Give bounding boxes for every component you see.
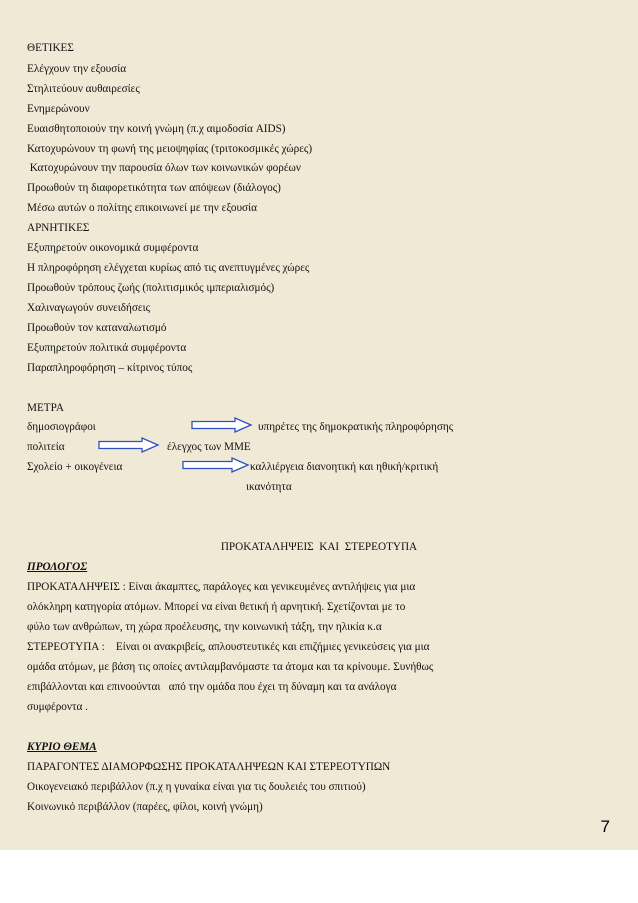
negative-item: Προωθούν τον καταναλωτισμό: [27, 322, 167, 334]
measure-right: καλλιέργεια διανοητική και ηθική/κριτική: [250, 461, 439, 473]
arrow-right-icon: [191, 417, 253, 433]
prologue-line: ΣΤΕΡΕΟΤΥΠΑ : Είναι οι ανακριβείς, απλουστευτικές και επιζήμιες γενικεύσεις για μια: [27, 641, 430, 653]
positive-item: Προωθούν τη διαφορετικότητα των απόψεων (διάλογος): [27, 182, 281, 194]
measure-left: δημοσιογράφοι: [27, 421, 96, 433]
positive-item: Ευαισθητοποιούν την κοινή γνώμη (π.χ αιμοδοσία AIDS): [27, 123, 286, 135]
prologue-line: ομάδα ατόμων, με βάση τις οποίες αντιλαμβανόμαστε τα άτομα και τα κρίνουμε. Συνήθως: [27, 661, 434, 673]
prologue-line: ολόκληρη κατηγορία ατόμων. Μπορεί να είναι θετική ή αρνητική. Σχετίζονται με το: [27, 601, 406, 613]
main-topic-line: Οικογενειακό περιβάλλον (π.χ η γυναίκα είναι για τις δουλειές του σπιτιού): [27, 781, 366, 793]
negative-item: Εξυπηρετούν πολιτικά συμφέροντα: [27, 342, 187, 354]
negative-item: Η πληροφόρηση ελέγχεται κυρίως από τις ανεπτυγμένες χώρες: [27, 262, 310, 274]
measure-right: έλεγχος των ΜΜΕ: [167, 441, 251, 453]
negative-item: Προωθούν τρόπους ζωής (πολιτισμικός ιμπεριαλισμός): [27, 282, 275, 294]
arrow-right-icon: [98, 437, 160, 453]
positive-item: Κατοχυρώνουν τη φωνή της μειοψηφίας (τριτοκοσμικές χώρες): [27, 143, 313, 155]
positive-item: Στηλιτεύουν αυθαιρεσίες: [27, 83, 140, 95]
measure-left: πολιτεία: [27, 441, 65, 453]
positive-item: Ενημερώνουν: [27, 103, 90, 115]
positives-title: ΘΕΤΙΚΕΣ: [27, 42, 74, 54]
section-title: [0, 541, 638, 553]
negative-item: Χαλιναγωγούν συνειδήσεις: [27, 302, 151, 314]
arrow-right-icon: [182, 457, 250, 473]
prologue-line: συμφέροντα .: [27, 701, 88, 713]
prologue-line: ΠΡΟΚΑΤΑΛΗΨΕΙΣ : Είναι άκαμπτες, παράλογες και γενικευμένες αντιλήψεις για μια: [27, 581, 416, 593]
section-title-text: ΠΡΟΚΑΤΑΛΗΨΕΙΣ ΚΑΙ ΣΤΕΡΕΟΤΥΠΑ: [220, 541, 418, 553]
prologue-heading: ΠΡΟΛΟΓΟΣ: [27, 561, 88, 573]
positive-item: Ελέγχουν την εξουσία: [27, 63, 127, 75]
prologue-line: φύλο των ανθρώπων, τη χώρα προέλευσης, την κοινωνική τάξη, την ηλικία κ.α: [27, 621, 382, 633]
measure-right-continued: ικανότητα: [246, 481, 292, 493]
positive-item: Κατοχυρώνουν την παρουσία όλων των κοινωνικών φορέων: [27, 162, 301, 174]
page-number: 7: [600, 817, 610, 836]
negative-item: Παραπληροφόρηση – κίτρινος τύπος: [27, 362, 193, 374]
main-topic-heading: ΚΥΡΙΟ ΘΕΜΑ: [27, 741, 97, 753]
negative-item: Εξυπηρετούν οικονομικά συμφέροντα: [27, 242, 199, 254]
main-topic-line: Κοινωνικό περιβάλλον (παρέες, φίλοι, κοινή γνώμη): [27, 801, 263, 813]
positive-item: Μέσω αυτών ο πολίτης επικοινωνεί με την εξουσία: [27, 202, 257, 214]
negatives-title: ΑΡΝΗΤΙΚΕΣ: [27, 222, 90, 234]
measure-right: υπηρέτες της δημοκρατικής πληροφόρησης: [258, 421, 454, 433]
main-topic-line: ΠΑΡΑΓΟΝΤΕΣ ΔΙΑΜΟΡΦΩΣΗΣ ΠΡΟΚΑΤΑΛΗΨΕΩΝ ΚΑΙ ΣΤΕΡΕΟΤΥΠΩΝ: [27, 761, 391, 773]
prologue-line: επιβάλλονται και επινοούνται από την ομάδα που έχει τη δύναμη και τα ανάλογα: [27, 681, 397, 693]
measure-left: Σχολείο + οικογένεια: [27, 461, 123, 473]
measures-title: ΜΕΤΡΑ: [27, 402, 64, 414]
